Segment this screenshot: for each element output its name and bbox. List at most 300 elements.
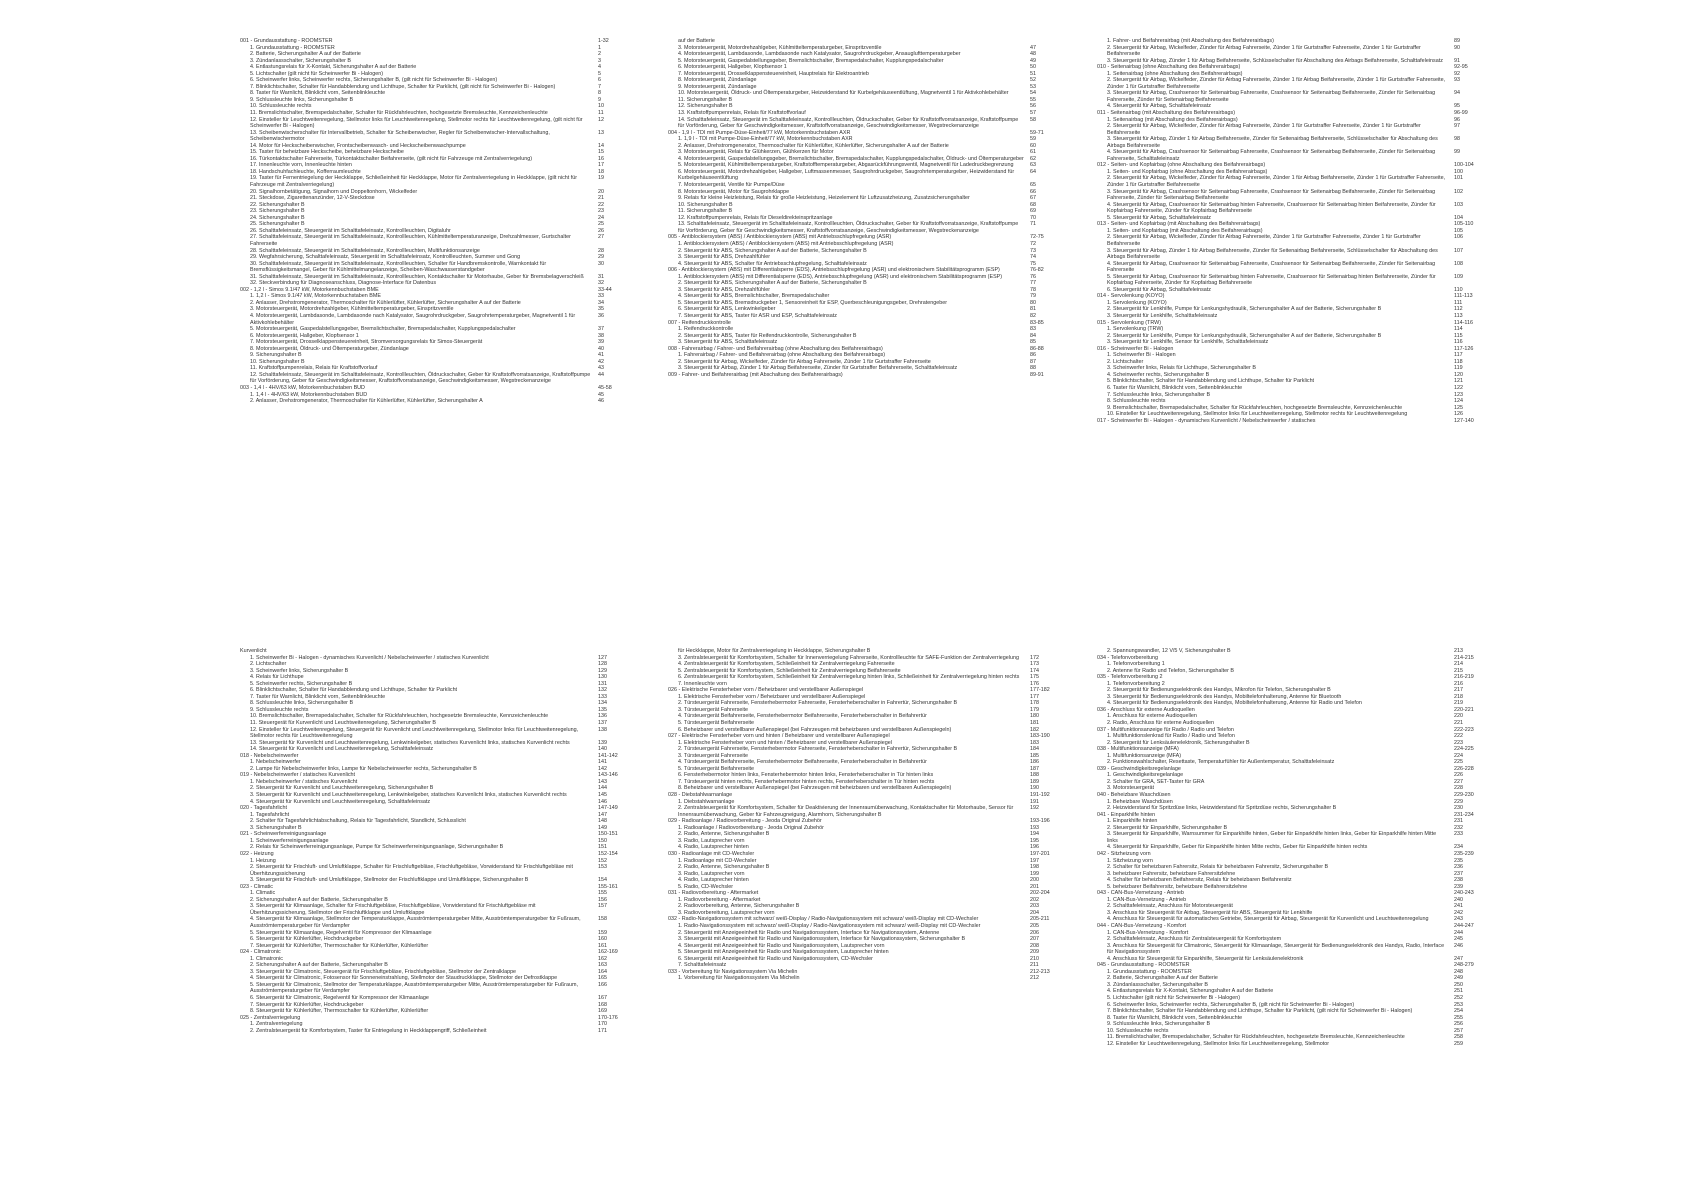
entry-page-number: 65 [1030,182,1036,189]
entry-title: 3. Radio, Lautsprecher vorn [678,870,745,877]
entry-title: 1. Radioanlage mit CD-Wechsler [678,857,757,864]
entry-page-number: 225 [1454,759,1463,766]
entry-title: 31. Schalttafeleinsatz, Steuergerät im Schalttafeleinsatz, Kontrollleuchten, Kontaktschalter für Motorhaube, Geber für Bremsbelagverschleiß [250,273,584,280]
entry-page-number: 163 [598,962,607,969]
entry-title: 3. Steuergerät für Einparkhilfe, Warnsummer für Einparkhilfe hinten, Geber für Einparkhilfe hinten links, Geber für Einparkhilfe hinten Mitte links [1107,831,1437,844]
entry-title: 041 - Einparkhilfe hinten [1097,811,1156,818]
index-entry [240,175,634,188]
index-column-1 [240,38,634,405]
entry-page-number: 2 [598,51,601,58]
entry-page-number: 63 [1030,162,1036,169]
entry-title: 033 - Vorbereitung für Navigationssystem Via Michelin [668,968,798,975]
entry-page-number: 94 [1454,90,1460,97]
entry-title: 037 - Multifunktionsanzeige für Radio / Radio und Telefon [1097,726,1234,733]
entry-page-number: 70 [1030,214,1036,221]
entry-title: 12. Sicherungshalter B [678,103,733,110]
entry-title: 028 - Diebstahlwarnanlage [668,792,733,799]
entry-title: 3. Steuergerät für Airbag, Zünder 1 für Airbag Beifahrerseite, Zünder für Gurtstraffer Beifahrerseite, Schalttafeleinsatz [678,365,958,372]
entry-page-number: 108 [1454,260,1463,267]
entry-page-number: 90 [1454,44,1460,51]
entry-title: 5. Zentralsteuergerät für Komfortsystem, Schließeinheit für Zentralverriegelung Beifahrerseite [678,667,901,674]
entry-title: 029 - Radioanlage / Radiovorbereitung - Jeoda Original Zubehör [668,818,822,825]
entry-title: 26. Schalttafeleinsatz, Steuergerät im Schalttafeleinsatz, Kontrollleuchten, Digitaluhr [250,227,451,234]
entry-title: 6. Beheizbarer und verstellbarer Außenspiegel (bei Fahrzeugen mit beheizbaren und verstellbaren Außenspiegeln) [678,726,952,733]
entry-page-number: 222-223 [1454,726,1474,733]
entry-page-number: 72-75 [1030,234,1044,241]
entry-title: 6. Taster für Warnlicht, Blinklicht vorn, Seitenblinkleuchte [1107,384,1243,391]
entry-page-number: 250 [1454,981,1463,988]
entry-page-number: 21 [598,195,604,202]
entry-page-number: 155-161 [598,883,618,890]
entry-title: 11. Bremslichtschalter, Bremspedalschalter, Schalter für Rückfahrleuchten, hochgesetzte Bremsleuchte, Kennzeichenleuchte [1107,1034,1405,1041]
entry-page-number: 49 [1030,57,1036,64]
entry-page-number: 252 [1454,994,1463,1001]
entry-title: 1. Nebelscheinwerfer [250,759,301,766]
entry-title: 4. Steuergerät für ABS, Bremslichtschalter, Bremspedalschalter [678,293,830,300]
entry-page-number: 202 [1030,896,1039,903]
entry-title: 013 - Seiten- und Kopfairbag (mit Abschaltung des Beifahrerairbags) [1097,221,1261,228]
entry-title: 18. Handschuhfachleuchte, Kofferraumleuchte [250,168,361,175]
entry-page-number: 95 [1454,103,1460,110]
entry-title: 1. Climatronic [250,955,283,962]
entry-page-number: 182 [1030,726,1039,733]
entry-title: 3. Motorsteuergerät [1107,785,1155,792]
entry-page-number: 15 [598,149,604,156]
entry-title: 3. Steuergerät für Airbag, Crashsensor für Seitenairbag Fahrerseite, Crashsensor für Seitenairbag Beifahrerseite, Zünder für Seitenairbag Fahrerseite, Zünder für Seitenairbag Beifahrerseite [1107,90,1436,103]
entry-page-number: 190 [1030,785,1039,792]
entry-title: 2. Steuergerät für ABS, Taster für Reifendruckkontrolle, Sicherungshalter B [678,332,857,339]
entry-title: 32. Steckverbindung für Diagnoseanschluss, Diagnose-Interface für Datenbus [250,280,437,287]
entry-title: 10. Schlussleuchte rechts [250,103,312,110]
index-entry [1097,189,1490,202]
entry-page-number: 192 [1030,805,1039,812]
entry-page-number: 24 [598,214,604,221]
entry-title: 019 - Nebelscheinwerfer / statisches Kurvenlicht [240,772,356,779]
entry-page-number: 29 [598,254,604,261]
entry-page-number: 144 [598,785,607,792]
entry-title: 2. Steuergerät für Airbag, Wickelfeder, Zünder für Airbag Fahrerseite, Zünder 1 für Gurtstraffer Fahrerseite, Zünder 1 für Gurtstraffer Beifahrerseite [1107,44,1421,58]
entry-page-number: 136 [598,713,607,720]
entry-title: 2. Türsteuergerät Fahrerseite, Fensterhebermotor Fahrerseite, Fensterheberschalter in Fahrertür, Sicherungshalter B [678,746,958,753]
entry-title: Kurvenlicht [240,648,267,654]
index-entry [240,916,634,929]
entry-title: 4. Steuergerät für Airbag, Schalttafeleinsatz [1107,103,1211,110]
entry-page-number: 157 [598,903,607,910]
entry-title: 6. Steuergerät für Climatronic, Regelventil für Kompressor der Klimaanlage [250,994,429,1001]
entry-page-number: 139 [598,739,607,746]
entry-title: 1. Multifunktionsanzeige (MFA) [1107,752,1182,759]
entry-page-number: 210 [1030,955,1039,962]
entry-page-number: 224-225 [1454,746,1474,753]
entry-title: 15. Taster für beheizbare Heckscheibe, beheizbare Heckscheibe [250,149,404,156]
index-entry [240,130,634,143]
entry-page-number: 224 [1454,752,1463,759]
entry-page-number: 222 [1454,733,1463,740]
entry-title: 3. Steuergerät für ABS, Drehzahlfühler [678,254,770,261]
entry-title: 6. Steuergerät für Airbag, Schalttafeleinsatz [1107,286,1211,293]
entry-title: für Heckklappe, Motor für Zentralverriegelung in Heckklappe, Sicherungshalter B [678,648,871,654]
entry-title: 1. Zentralverriegelung [250,1021,303,1028]
entry-page-number: 30 [598,260,604,267]
entry-title: 2. Schalter für GRA, SET-Taster für GRA [1107,778,1205,785]
entry-page-number: 141-142 [598,752,618,759]
entry-title: 1. Beheizbare Waschdüsen [1107,798,1173,805]
entry-page-number: 106 [1454,234,1463,241]
entry-page-number: 20 [598,188,604,195]
entry-page-number: 134 [598,700,607,707]
entry-title: 5. Motorsteuergerät, Gaspedalstellungsgeber, Bremslichtschalter, Bremspedalschalter, Kupplungspedalschalter [678,57,944,64]
entry-page-number: 33 [598,293,604,300]
entry-page-number: 116 [1454,339,1463,346]
entry-page-number: 219 [1454,700,1463,707]
entry-page-number: 7 [598,83,601,90]
entry-page-number: 231 [1454,818,1463,825]
entry-title: 1. Reifendruckkontrolle [678,326,734,333]
entry-title: 8. Steuergerät für Kühlerlüfter, Thermoschalter für Kühlerlüfter, Kühlerlüfter [250,1008,429,1015]
entry-title: 7. Blinklichtschalter, Schalter für Handabblendung und Lichthupe, Schalter für Parklicht, (gilt nicht für Scheinwerfer Bi - Halogen) [1107,1008,1413,1015]
entry-page-number: 178 [1030,700,1039,707]
entry-page-number: 83 [1030,326,1036,333]
entry-page-number: 249 [1454,975,1463,982]
entry-page-number: 40 [598,345,604,352]
entry-title: 6. Fensterhebermotor hinten links, Fensterhebermotor hinten links, Fensterheberschalter in Tür hinten links [678,772,934,779]
entry-title: 1. Servolenkung (TRW) [1107,326,1164,333]
entry-title: 036 - Anschluss für externe Audioquellen [1097,706,1195,713]
entry-page-number: 186 [1030,759,1039,766]
index-column-5 [668,648,1066,982]
entry-page-number: 113 [1454,312,1463,319]
entry-page-number: 36 [598,312,604,319]
entry-title: 022 - Heizung [240,850,274,857]
entry-page-number: 13 [598,129,604,136]
entry-title: 010 - Seitenairbag (ohne Abschaltung des Beifahrerairbags) [1097,64,1241,71]
entry-title: 3. Zündanlassschalter, Sicherungshalter B [1107,981,1208,988]
entry-title: 5. Motorsteuergerät, Kühlmitteltemperaturgeber, Kraftstofftemperaturgeber, Abgasrückführungsventil, Magnetventil für Ladedruckbegrenzung [678,162,1014,169]
entry-page-number: 66 [1030,188,1036,195]
entry-title: 018 - Nebelscheinwerfer [240,752,299,759]
entry-page-number: 120 [1454,371,1463,378]
entry-page-number: 155 [598,890,607,897]
entry-page-number: 147 [598,811,607,818]
entry-page-number: 229-230 [1454,792,1474,799]
entry-page-number: 8 [598,90,601,97]
entry-title: 6. Steuergerät für ABS, Lenkwinkelgeber [678,306,776,313]
entry-title: 7. Türsteuergerät hinten rechts, Fensterhebermotor hinten rechts, Fensterheberschalter in Tür hinten rechts [678,778,935,785]
entry-title: 6. Motorsteuergerät, Motordrehzahlgeber, Hallgeber, Luftmassenmesser, Saugrohrdruckgeber, Saugrohrtemperaturgeber, Heizwiderstand für Kurbelgehäuseentlüftung [678,168,1015,182]
entry-title: 2. Steuergerät für Airbag, Wickelfeder, Zünder für Airbag Fahrerseite, Zünder 1 für Airbag Beifahrerseite, Zünder 1 für Gurtstraffer Fahrerseite, Zünder 1 für Gurtstraffer Beifahrerseite [1107,77,1446,90]
entry-title: 8. Taster für Warnlicht, Blinklicht vorn, Seitenblinkleuchte [1107,1014,1243,1021]
index-column-6 [1097,648,1490,1047]
entry-title: 4. Steuergerät für Einparkhilfe, Geber für Einparkhilfe hinten Mitte rechts, Geber für Einparkhilfe hinten rechts [1107,844,1368,851]
entry-title: 5. Scheinwerfer rechts, Sicherungshalter B [250,680,353,687]
entry-page-number: 45 [598,391,604,398]
entry-page-number: 168 [598,1001,607,1008]
entry-page-number: 31 [598,273,604,280]
entry-page-number: 56 [1030,103,1036,110]
entry-title: 2. Anlasser, Drehstromgenerator, Thermoschalter für Kühlerlüfter, Kühlerlüfter, Sicherungshalter A auf der Batterie [678,142,949,149]
entry-title: 1. Anschluss für externe Audioquellen [1107,713,1197,720]
entry-page-number: 254 [1454,1008,1463,1015]
entry-title: 1. Scheinwerfer Bi - Halogen [1107,352,1176,359]
entry-page-number: 33-44 [598,286,612,293]
entry-page-number: 207 [1030,936,1039,943]
entry-title: 13. Schalttafeleinsatz, Steuergerät im Schalttafeleinsatz, Kontrollleuchten, Öldruckschalter, Geber für Kraftstoffvorratsanzeige, Kraftstoffpumpe für Vorförderung, Geber für Geschwindigkeitsmesser, Kraftstoffvorratsanzeige, Geschwindigkeitsmesser, Wegstreckenanzeige [678,221,1019,234]
entry-page-number: 11 [598,110,604,117]
entry-title: 3. Steuergerät für Airbag, Zünder 1 für Airbag Beifahrerseite, Zünder für Seitenairbag Beifahrerseite, Schlüsselschalter für Abschaltung des Airbags Beifahrerseite [1107,136,1438,149]
entry-title: 12. Kraftstoffpumpenrelais, Relais für Dieseldirekteinspritzanlage [678,214,833,221]
index-entry [668,975,1066,982]
entry-page-number: 42 [598,358,604,365]
entry-title: 3. Türsteuergerät Fahrerseite [678,706,749,713]
entry-title: 24. Sicherungshalter B [250,214,305,221]
entry-title: 14. Motor für Heckscheibenwischer, Frontscheibenwasch- und Heckscheibenwaschpumpe [250,142,466,149]
entry-title: 2. Steuergerät für Frischluft- und Umluftklappe, Schalter für Frischluftgebläse, Frischluftgebläse, Vorwiderstand für Frischluftgebläse mit Überhitzungssicherung [250,864,573,877]
entry-page-number: 140 [598,746,607,753]
entry-title: 9. Motorsteuergerät, Zündanlage [678,83,757,90]
entry-title: 9. Bremslichtschalter, Bremspedalschalter, Schalter für Rückfahrleuchten, hochgesetzte Bremsleuchte, Kennzeichenleuchte [1107,404,1403,411]
entry-page-number: 149 [598,824,607,831]
index-entry [1097,1041,1490,1048]
entry-page-number: 215 [1454,667,1463,674]
entry-page-number: 54 [1030,90,1036,97]
index-entry [1097,45,1490,58]
entry-title: 5. Motorsteuergerät, Gaspedalstellungsgeber, Bremslichtschalter, Bremspedalschalter, Kupplungspedalschalter [250,326,516,333]
entry-title: 4. Steuergerät für Climatronic, Fotosensor für Sonneneinstrahlung, Stellmotor der Staudruckklappe, Stellmotor der Defrostklappe [250,975,558,982]
index-entry [1097,831,1490,844]
entry-page-number: 166 [598,981,607,988]
entry-page-number: 3 [598,57,601,64]
entry-page-number: 170 [598,1021,607,1028]
index-section-heading [1097,418,1490,425]
entry-title: 7. Steuergerät für Kühlerlüfter, Hochdruckgeber [250,1001,364,1008]
entry-title: 5. Steuergerät für ABS, Bremsdruckgeber 1, Sensoreinheit für ESP, Querbeschleunigungsgeber, Drehratengeber [678,299,947,306]
index-entry [1097,90,1490,103]
entry-title: 8. Taster für Warnlicht, Blinklicht vorn, Seitenblinkleuchte [250,90,386,97]
entry-title: 1. CAN-Bus-Vernetzung - Komfort [1107,929,1189,936]
entry-title: 005 - Antiblockiersystem (ABS) / Antiblockiersystem (ABS) mit Antriebsschlupfregelung (ASR) [668,234,892,241]
entry-page-number: 135 [598,706,607,713]
entry-title: 2. Schalttafeleinsatz, Anschluss für Motorsteuergerät [1107,903,1233,910]
entry-page-number: 26 [598,227,604,234]
entry-title: 7. Schlussleuchte links, Sicherungshalter B [1107,391,1211,398]
entry-title: 032 - Radio-Navigationssystem mit schwarz/ weiß-Display / Radio-Navigationssystem mit schwarz/ weiß-Display mit CD-Wechsler [668,916,979,923]
entry-page-number: 174 [1030,667,1039,674]
entry-page-number: 223 [1454,739,1463,746]
entry-page-number: 188 [1030,772,1039,779]
entry-page-number: 34 [598,299,604,306]
entry-page-number: 235 [1454,857,1463,864]
entry-title: 2. Schalter für beheizbaren Fahrersitz, Relais für beheizbaren Fahrersitz, Sicherungshalter B [1107,864,1329,871]
entry-page-number: 115 [1454,332,1463,339]
entry-page-number: 117 [1454,352,1463,359]
entry-page-number: 122 [1454,384,1463,391]
entry-title: 8. Motorsteuergerät, Motor für Saugrohrklappe [678,188,790,195]
entry-page-number: 194 [1030,831,1039,838]
entry-page-number: 167 [598,994,607,1001]
entry-title: 3. Steuergerät für Klimaanlage, Schalter für Frischluftgebläse, Frischluftgebläse, Vorwiderstand für Frischluftgebläse mit Überhitzungssicherung, Stellmotor der Frischluftklappe und Umluftklappe [250,903,536,916]
entry-title: 2. Anlasser, Drehstromgenerator, Thermoschalter für Kühlerlüfter, Kühlerlüfter, Sicherungshalter A [250,398,483,405]
entry-title: 1. Elektrische Fensterheber vorn und hinten / Beheizbarer und verstellbarer Außenspiegel [678,739,892,746]
entry-title: 10. Motorsteuergerät, Öldruck- und Öltemperaturgeber, Heizwiderstand für Kurbelgehäuseentlüftung, Magnetventil 1 für Aktivkohlebehälter [678,90,1009,97]
entry-title: 1. Multifunktionslenkrad für Radio / Radio und Telefon [1107,733,1235,740]
entry-title: 7. Steuergerät für Kühlerlüfter, Thermoschalter für Kühlerlüfter, Kühlerlüfter [250,942,429,949]
entry-page-number: 86 [1030,352,1036,359]
entry-page-number: 44 [598,371,604,378]
entry-title: 10. Schlussleuchte rechts [1107,1027,1169,1034]
entry-page-number: 142 [598,765,607,772]
entry-page-number: 216 [1454,680,1463,687]
entry-page-number: 228 [1454,785,1463,792]
index-entry [240,234,634,247]
entry-title: 9. Sicherungshalter B [250,352,302,359]
entry-title: 1. Heizung [250,857,276,864]
entry-page-number: 82 [1030,312,1036,319]
entry-page-number: 79 [1030,293,1036,300]
entry-page-number: 43 [598,365,604,372]
entry-page-number: 221 [1454,720,1463,727]
entry-page-number: 76 [1030,273,1036,280]
entry-page-number: 181 [1030,720,1039,727]
entry-title: 2. Radio, Antenne, Sicherungshalter B [678,831,770,838]
entry-title: 4. Steuergerät für Airbag, Crashsensor für Seitenairbag Fahrerseite, Crashsensor für Seitenairbag Beifahrerseite, Zünder für Seitenairbag Fahrerseite [1107,260,1436,274]
entry-title: 3. Steuergerät für Frischluft- und Umluftklappe, Stellmotor der Frischluftklappe und Umluftklappe, Sicherungshalter B [250,877,529,884]
entry-page-number: 148 [598,818,607,825]
entry-title: 5. Steuergerät für Climatronic, Stellmotor der Temperaturklappe, Ausströmtemperaturgeber Mitte, Ausströmtemperaturgeber für Fußraum, Ausströmtemperaturgeber für Verdampfer [250,981,578,995]
entry-title: 4. Motorsteuergerät, Lambdasonde, Lambdasonde nach Katalysator, Saugrohrdruckgeber, Ansauglufttemperaturgeber [678,51,961,58]
entry-title: 3. Zentralsteuergerät für Komfortsystem, Schalter für Innenverriegelung Fahrerseite, Kontrollleuchte für SAFE-Funktion der Zentralverriegelung [678,654,1019,661]
entry-page-number: 253 [1454,1001,1463,1008]
entry-page-number: 104 [1454,214,1463,221]
entry-title: 3. Steuergerät für ABS, Schalttafeleinsatz [678,339,778,346]
entry-page-number: 171 [598,1027,607,1034]
entry-page-number: 92-95 [1454,64,1468,71]
entry-page-number: 172 [1030,654,1039,661]
entry-title: 7. Innenleuchte vorn [678,680,727,687]
entry-title: 3. Steuergerät für Airbag, Crashsensor für Seitenairbag Fahrerseite, Crashsensor für Seitenairbag Beifahrerseite, Zünder für Seitenairbag Fahrerseite, Zünder für Seitenairbag Beifahrerseite [1107,188,1436,202]
entry-page-number: 128 [598,661,607,668]
entry-title: 1. Scheinwerfer Bi - Halogen - dynamisches Kurvenlicht / Nebelscheinwerfer / statisches Kurvenlicht [250,654,489,661]
entry-page-number: 61 [1030,149,1036,156]
entry-title: 021 - Scheinwerferreinigungsanlage [240,831,327,838]
index-entry [240,398,634,405]
entry-title: 6. Motorsteuergerät, Hallgeber, Klopfsensor 1 [678,64,787,71]
entry-title: 1. Fahrerairbag / Fahrer- und Beifahrerairbag (ohne Abschaltung des Beifahrerairbags) [678,352,886,359]
entry-title: 1. Einparkhilfe hinten [1107,818,1158,825]
entry-title: 5. Steuergerät für Klimaanlage, Regelventil für Kompressor der Klimaanlage [250,929,432,936]
entry-title: 2. Steuergerät für Lenkhilfe, Pumpe für Lenkungshydraulik, Sicherungshalter A auf der Batterie, Sicherungshalter B [1107,332,1382,339]
entry-title: 4. Steuergerät für Airbag, Crashsensor für Seitenairbag hinten Fahrerseite, Crashsensor für Seitenairbag hinten Beifahrerseite, Zünder für Kopfairbag Fahrerseite, Zünder für Kopfairbag Beifahrerseite [1107,201,1436,215]
entry-title: 2. Lampe für Nebelscheinwerfer links, Lampe für Nebelscheinwerfer rechts, Sicherungshalter B [250,765,477,772]
entry-title: 1. Grundausstattung - ROOMSTER [250,44,335,51]
entry-title: 2. Batterie, Sicherungshalter A auf der Batterie [250,51,361,58]
entry-page-number: 59-71 [1030,129,1044,136]
entry-page-number: 71 [1030,221,1036,228]
entry-title: 2. Steuergerät für Einparkhilfe, Sicherungshalter B [1107,824,1228,831]
entry-page-number: 1 [598,44,601,51]
entry-title: 1. Fahrer- und Beifahrerairbag (mit Abschaltung des Beifahrerairbags) [1107,38,1274,44]
entry-page-number: 234 [1454,844,1463,851]
entry-title: 1. Telefonvorbereitung 1 [1107,661,1165,668]
entry-page-number: 38 [598,332,604,339]
entry-title: 4. Scheinwerfer rechts, Sicherungshalter B [1107,371,1210,378]
entry-title: 016 - Scheinwerfer Bi - Halogen [1097,345,1174,352]
entry-page-number: 230 [1454,805,1463,812]
index-entry [240,117,634,130]
entry-title: 035 - Telefonvorbereitung 2 [1097,674,1163,681]
entry-title: 5. Türsteuergerät Beifahrerseite [678,720,755,727]
entry-page-number: 74 [1030,254,1036,261]
entry-page-number: 105 [1454,227,1463,234]
entry-title: 011 - Seitenairbag (mit Abschaltung des Beifahrerairbags) [1097,110,1236,117]
entry-page-number: 59 [1030,136,1036,143]
entry-page-number: 111 [1454,299,1463,306]
entry-page-number: 84 [1030,332,1036,339]
entry-title: 040 - Beheizbare Waschdüsen [1097,792,1171,799]
entry-title: 11. Bremslichtschalter, Bremspedalschalter, Schalter für Rückfahrleuchten, hochgesetzte Bremsleuchte, Kennzeichenleuchte [250,110,548,117]
entry-title: 8. Motorsteuergerät, Öldruck- und Öltemperaturgeber, Zündanlage [250,345,409,352]
entry-title: 19. Taster für Fernentriegelung der Heckklappe, Schließeinheit für Heckklappe, Motor für Zentralverriegelung in Heckklappe, (gilt nicht für Fahrzeuge mit Zentralverriegelung) [250,175,578,189]
index-entry [1097,202,1490,215]
entry-page-number: 180 [1030,713,1039,720]
entry-title: 2. Steuergerät für Lenksäulenelektronik, Sicherungshalter B [1107,739,1250,746]
entry-title: 3. Steuergerät mit Anzeigeeinheit für Radio und Navigationssystem, Interface für Navigationssystem, Sicherungshalter B [678,936,966,943]
entry-page-number: 211 [1030,962,1039,969]
entry-page-number: 153 [598,864,607,871]
entry-page-number: 132 [598,687,607,694]
index-entry [240,982,634,995]
entry-title: 10. Sicherungshalter B [678,201,733,208]
entry-page-number: 201 [1030,883,1039,890]
entry-title: 5. Steuergerät mit Anzeigeeinheit für Radio und Navigationssystem, Lautsprecher hinten [678,949,889,956]
entry-page-number: 55 [1030,96,1036,103]
entry-page-number: 206 [1030,929,1039,936]
entry-page-number: 102 [1454,188,1463,195]
entry-page-number: 246 [1454,942,1463,949]
entry-page-number: 92 [1454,70,1460,77]
entry-title: 015 - Servolenkung (TRW) [1097,319,1162,326]
entry-page-number: 175 [1030,674,1039,681]
entry-title: 16. Türkontaktschalter Fahrerseite, Türkontaktschalter Beifahrerseite, (gilt nicht für Fahrzeuge mit Zentralverriegelung) [250,155,533,162]
entry-title: 3. Steuergerät für Airbag, Zünder 1 für Airbag Beifahrerseite, Zünder für Seitenairbag Beifahrerseite, Schlüsselschalter für Abschaltung des Airbags Beifahrerseite [1107,247,1438,261]
entry-page-number: 259 [1454,1040,1463,1047]
entry-page-number: 244-247 [1454,922,1474,929]
entry-title: 2. Steuergerät für ABS, Sicherungshalter A auf der Batterie, Sicherungshalter B [678,247,867,254]
entry-title: 1. CAN-Bus-Vernetzung - Antrieb [1107,896,1187,903]
entry-page-number: 12 [598,116,604,123]
entry-title: 1. Seiten- und Kopfairbag (mit Abschaltung des Beifahrerairbags) [1107,227,1263,234]
entry-page-number: 62 [1030,155,1036,162]
entry-title: 2. Lichtschalter [1107,358,1144,365]
entry-title: 2. Lichtschalter [250,661,287,668]
entry-page-number: 237 [1454,870,1463,877]
entry-title: 3. Scheinwerfer links, Relais für Lichthupe, Sicherungshalter B [1107,365,1256,372]
entry-page-number: 169 [598,1008,607,1015]
entry-page-number: 127-140 [1454,417,1474,424]
entry-title: 3. Motorsteuergerät, Motordrehzahlgeber, Kühlmitteltemperaturgeber, Einspritzventile [250,306,454,313]
entry-page-number: 138 [598,726,607,733]
entry-title: 4. Türsteuergerät Beifahrerseite, Fensterhebermotor Beifahrerseite, Fensterheberschalter in Beifahrertür [678,759,927,766]
entry-page-number: 105-110 [1454,221,1474,228]
entry-title: 020 - Tagesfahrlicht [240,805,287,812]
entry-page-number: 133 [598,693,607,700]
entry-title: 3. Steuergerät für Bedienungselektronik des Handys, Mobiltelefonhalterung, Antenne für Bluetooth [1107,693,1342,700]
entry-page-number: 165 [598,975,607,982]
index-entry [1097,77,1490,90]
entry-page-number: 123 [1454,391,1463,398]
entry-title: 4. Anschluss für Steuergerät für Einparkhilfe, Steuergerät für Lenksäulenelektronik [1107,955,1304,962]
entry-page-number: 127 [598,654,607,661]
entry-page-number: 197 [1030,857,1039,864]
